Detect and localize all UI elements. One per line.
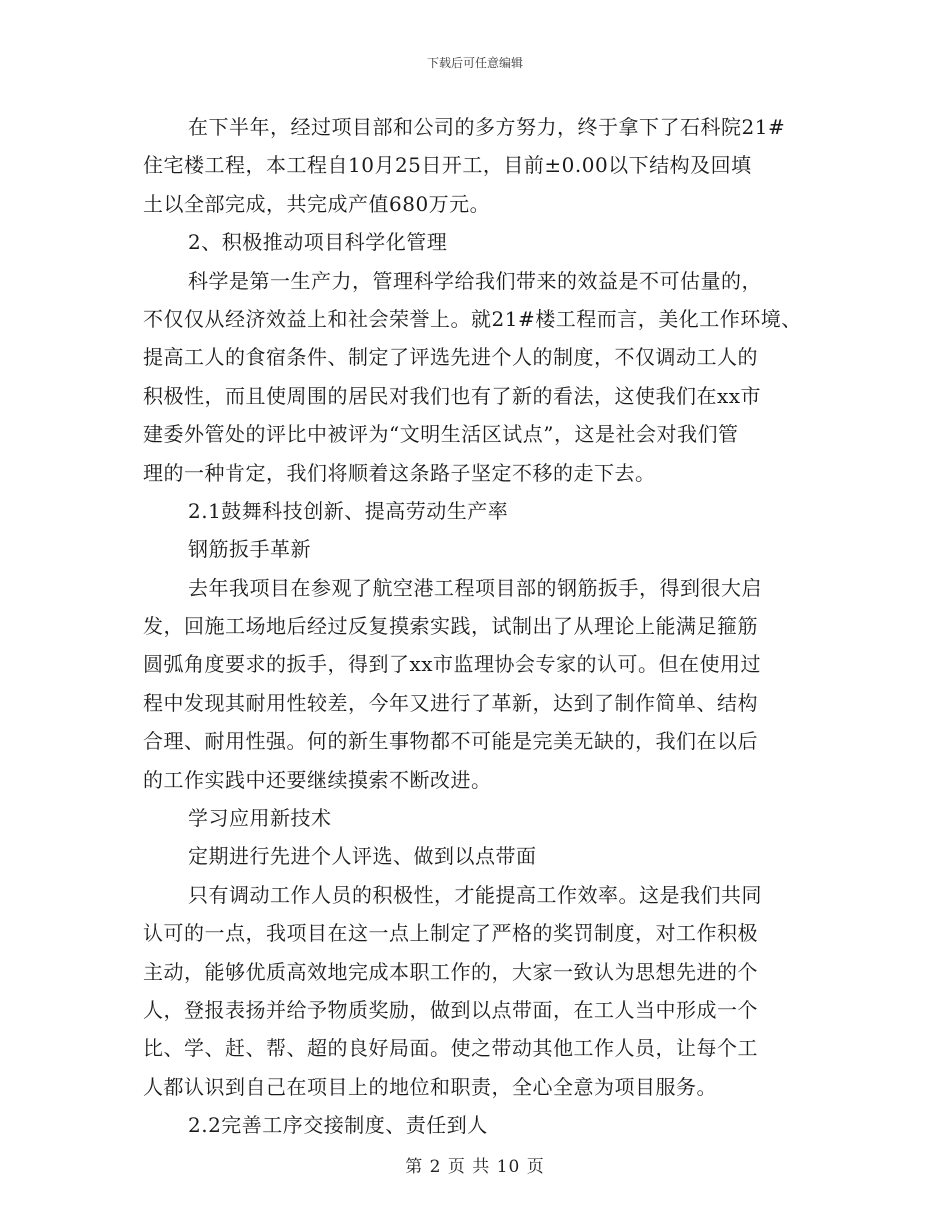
text-line: 科学是第一生产力，管理科学给我们带来的效益是不可估量的，: [188, 268, 762, 293]
text-line: 土以全部完成，共完成产值680万元。: [143, 191, 491, 216]
text-line: 比、学、赶、帮、超的良好局面。使之带动其他工作人员，让每个工: [143, 1036, 758, 1061]
text-line: 积极性，而且使周围的居民对我们也有了新的看法，这使我们在xx市: [143, 383, 762, 408]
text-line: 理的一种肯定，我们将顺着这条路子坚定不移的走下去。: [143, 460, 656, 485]
text-line: 人，登报表扬并给予物质奖励，做到以点带面，在工人当中形成一个: [143, 997, 758, 1022]
text-line: 主动，能够优质高效地完成本职工作的，大家一致认为思想先进的个: [143, 959, 758, 984]
text-line: 发，回施工场地后经过反复摸索实践，试制出了从理论上能满足箍筋: [143, 614, 758, 639]
text-line: 的工作实践中还要继续摸索不断改进。: [143, 767, 492, 792]
section-heading: 2.2完善工序交接制度、责任到人: [188, 1113, 488, 1138]
text-line: 去年我项目在参观了航空港工程项目部的钢筋扳手，得到很大启: [188, 575, 762, 600]
text-line: 提高工人的食宿条件、制定了评选先进个人的制度，不仅调动工人的: [143, 345, 758, 370]
text-line: 圆弧角度要求的扳手，得到了xx市监理协会专家的认可。但在使用过: [143, 652, 762, 677]
subsection-heading: 学习应用新技术: [188, 806, 332, 831]
subsection-heading: 钢筋扳手革新: [188, 537, 311, 562]
text-line: 住宅楼工程，本工程自10月25日开工，目前±0.00以下结构及回填: [143, 153, 752, 178]
text-line: 程中发现其耐用性较差，今年又进行了革新，达到了制作简单、结构: [143, 690, 758, 715]
text-line: 建委外管处的评比中被评为“文明生活区试点”，这是社会对我们管: [143, 422, 739, 447]
page-number-footer: 第 2 页 共 10 页: [405, 1157, 545, 1177]
page-header-note: 下载后可任意编辑: [426, 56, 523, 70]
subsection-heading: 定期进行先进个人评选、做到以点带面: [188, 844, 537, 869]
text-line: 只有调动工作人员的积极性，才能提高工作效率。这是我们共同: [188, 882, 762, 907]
text-line: 认可的一点，我项目在这一点上制定了严格的奖罚制度，对工作积极: [143, 921, 758, 946]
document-body: [143, 108, 833, 1145]
text-line: 人都认识到自己在项目上的地位和职责，全心全意为项目服务。: [143, 1074, 717, 1099]
text-line: 不仅仅从经济效益上和社会荣誉上。就21#楼工程而言，美化工作环境、: [143, 306, 802, 331]
section-heading: 2.1鼓舞科技创新、提高劳动生产率: [188, 498, 509, 523]
text-line: 在下半年，经过项目部和公司的多方努力，终于拿下了石科院21#: [188, 115, 786, 139]
section-heading: 2、积极推动项目科学化管理: [188, 230, 448, 255]
text-line: 合理、耐用性强。何的新生事物都不可能是完美无缺的，我们在以后: [143, 729, 758, 754]
